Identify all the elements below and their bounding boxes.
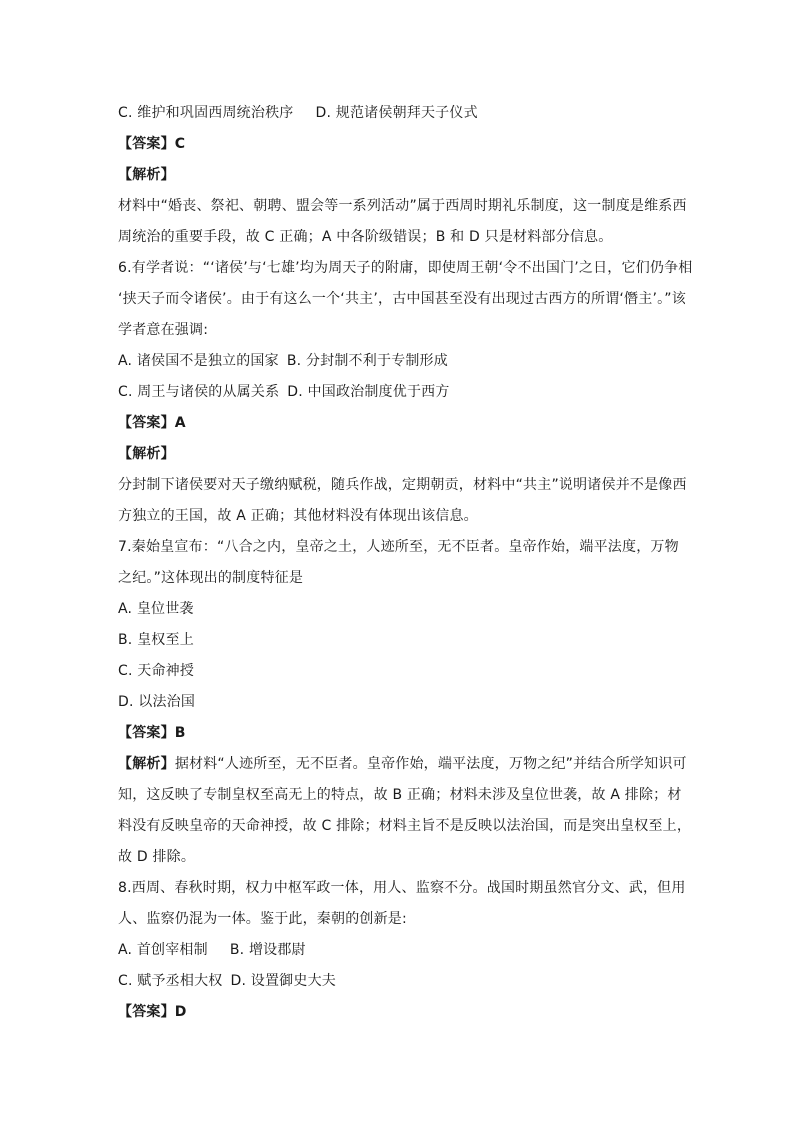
q8-options-ab: [118, 935, 678, 966]
q7-option-c: C. 天命神授: [118, 663, 195, 679]
q8-option-c: C. 赋予丞相大权: [118, 973, 223, 989]
q6-analysis-line-1: 分封制下诸侯要对天子缴纳赋税，随兵作战，定期朝贡，材料中“共主”说明诸侯并不是像西: [118, 477, 687, 493]
q7-analysis-text-1: 据材料“人迹所至，无不臣者。皇帝作始，端平法度，万物之纪”并结合所学知识可: [174, 756, 687, 772]
q7-analysis-line-1: [118, 749, 687, 780]
q7-option-b: B. 皇权至上: [118, 632, 194, 648]
q7-analysis-line-4: 故 D 排除。: [118, 849, 196, 865]
q8-stem-line-1: 8.西周、春秋时期，权力中枢军政一体，用人、监察不分。战国时期虽然官分文、武，但用: [118, 880, 686, 896]
q6-option-c: C. 周王与诸侯的从属关系: [118, 384, 280, 400]
q5-analysis-line-1: 材料中“婚丧、祭祀、朝聘、盟会等一系列活动”属于西周时期礼乐制度，这一制度是维系西: [118, 198, 687, 214]
q6-stem-line-3: 学者意在强调:: [118, 322, 209, 338]
q6-stem-line-2: ‘挟天子而令诸侯’。由于有这么一个‘共主’，古中国甚至没有出现过古西方的所谓‘僭主’。”该: [118, 291, 686, 307]
q6-option-b: B. 分封制不利于专制形成: [286, 353, 448, 369]
q6-option-a: A. 诸侯国不是独立的国家: [118, 353, 279, 369]
q8-option-d: D. 设置御史大夫: [230, 973, 336, 989]
q8-option-a: A. 首创宰相制: [118, 942, 208, 958]
q8-answer: 【答案】D: [118, 1004, 187, 1020]
q7-analysis-line-2: 知，这反映了专制皇权至高无上的特点，故 B 正确；材料未涉及皇位世袭，故 A 排除；材: [118, 787, 682, 803]
q5-answer: 【答案】C: [118, 136, 186, 152]
q7-analysis-label: 【解析】: [118, 756, 175, 772]
q8-option-b: B. 增设郡尉: [229, 942, 306, 958]
q5-options-cd: [118, 98, 678, 129]
q6-answer: 【答案】A: [118, 415, 186, 431]
q7-analysis-line-3: 料没有反映皇帝的天命神授，故 C 排除；材料主旨不是反映以法治国，而是突出皇权至上，: [118, 818, 692, 834]
q8-stem-line-2: 人、监察仍混为一体。鉴于此，秦朝的创新是:: [118, 911, 407, 927]
q6-option-d: D. 中国政治制度优于西方: [287, 384, 450, 400]
q5-analysis-line-2: 周统治的重要手段，故 C 正确；A 中各阶级错误；B 和 D 只是材料部分信息。: [118, 229, 613, 245]
q8-options-cd: [118, 966, 678, 997]
q7-option-a: A. 皇位世袭: [118, 601, 194, 617]
q5-option-c: C. 维护和巩固西周统治秩序: [118, 105, 294, 121]
q7-answer: 【答案】B: [118, 725, 186, 741]
q7-stem-line-1: 7.秦始皇宣布：“八合之内，皇帝之土，人迹所至，无不臣者。皇帝作始，端平法度，万物: [118, 539, 679, 555]
q5-analysis-label: 【解析】: [118, 167, 175, 183]
q6-options-ab: [118, 346, 678, 377]
q5-option-d: D. 规范诸侯朝拜天子仪式: [315, 105, 478, 121]
q7-stem-line-2: 之纪。”这体现出的制度特征是: [118, 570, 304, 586]
q6-analysis-label: 【解析】: [118, 446, 175, 462]
q6-analysis-line-2: 方独立的王国，故 A 正确；其他材料没有体现出该信息。: [118, 508, 478, 524]
q6-stem-line-1: 6.有学者说：“‘诸侯’与‘七雄’均为周天子的附庸，即使周王朝‘令不出国门’之日，它们仍争相: [118, 260, 693, 276]
q7-option-d: D. 以法治国: [118, 694, 196, 710]
document-page: [118, 98, 693, 1028]
q6-options-cd: [118, 377, 678, 408]
